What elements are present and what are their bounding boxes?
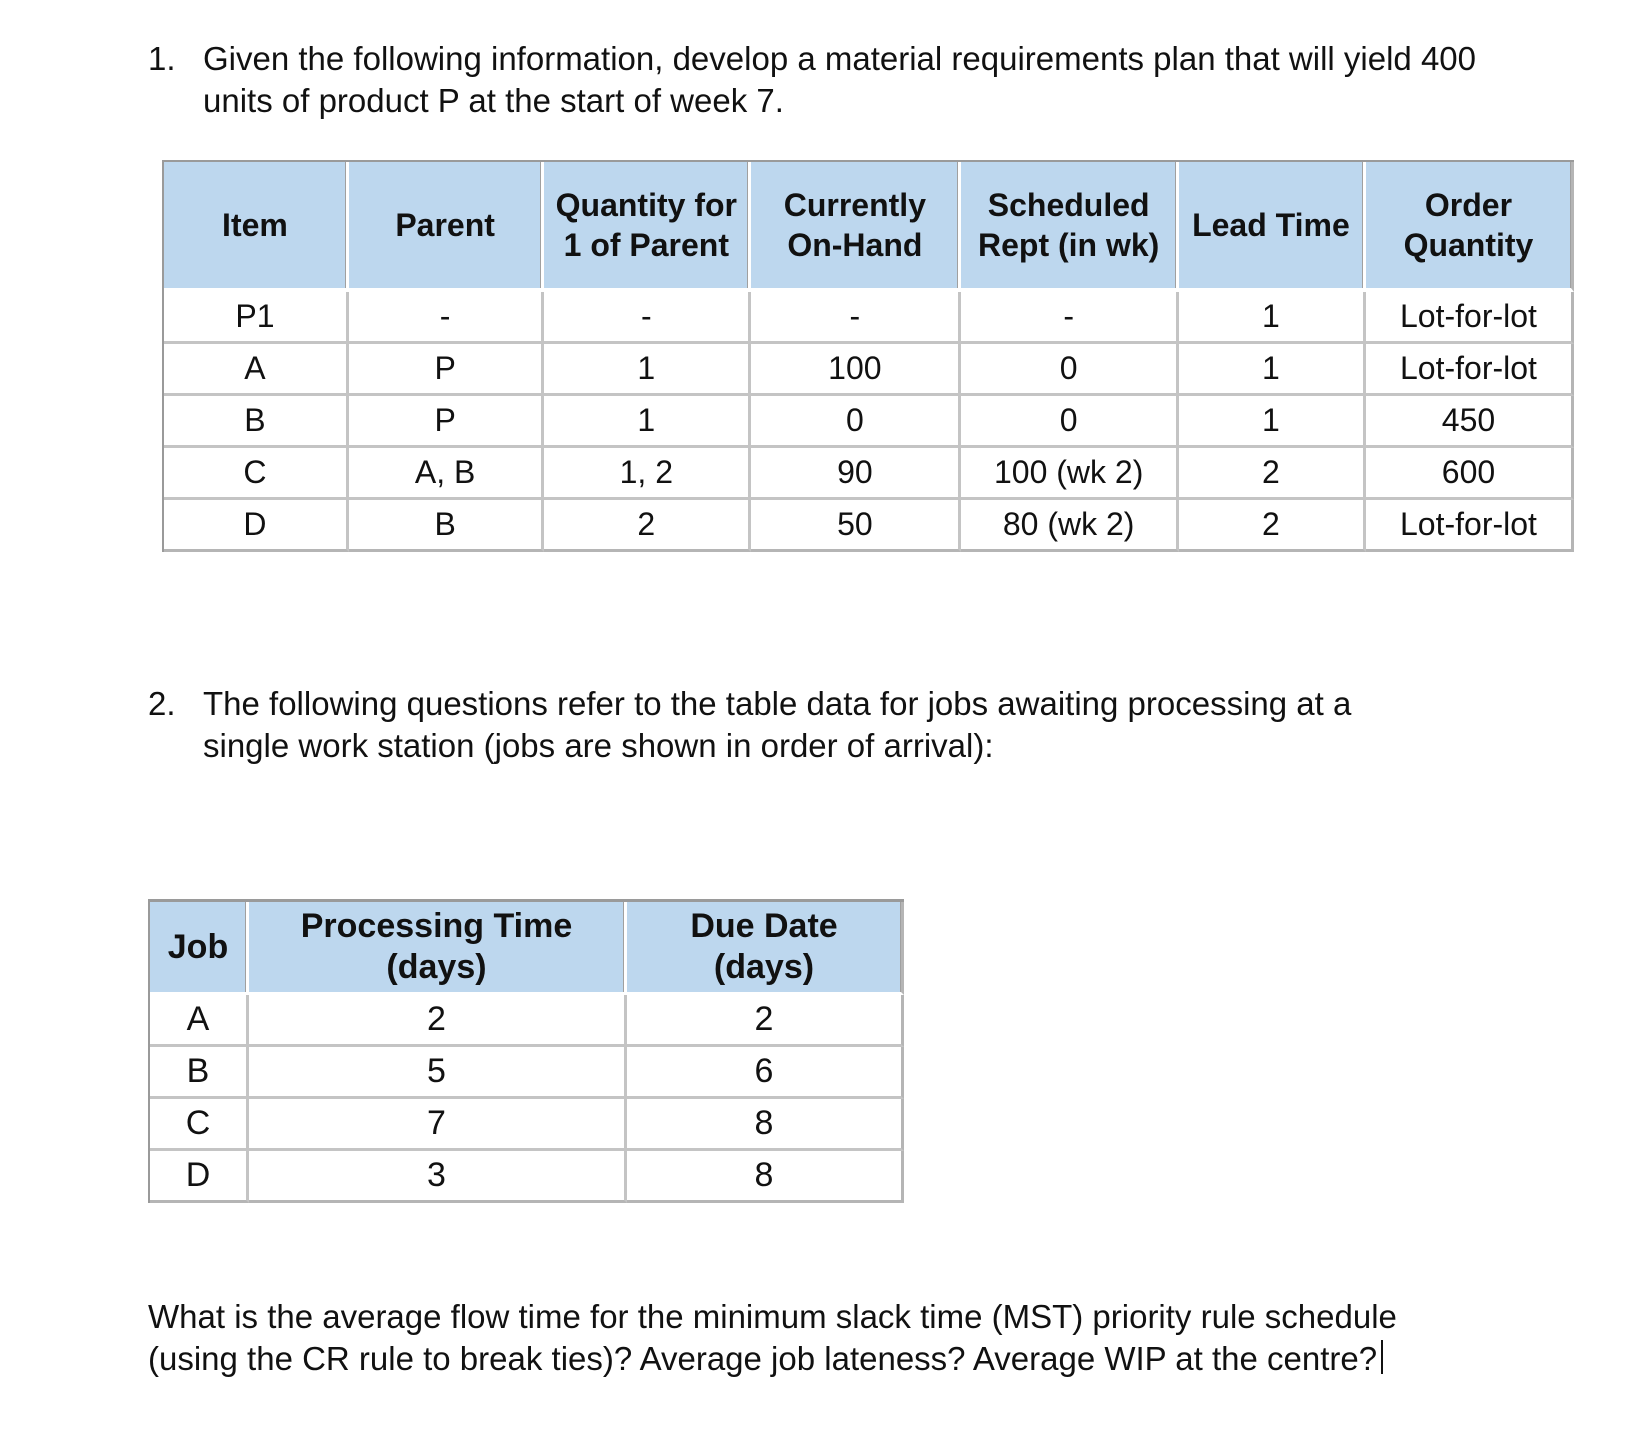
table-cell: - [349, 292, 544, 344]
table-cell: 8 [627, 1151, 904, 1203]
question-1-line-1: Given the following information, develop a material requirements plan that will yield 400 [203, 40, 1477, 77]
table-cell: B [349, 500, 544, 552]
table-cell: Lot-for-lot [1366, 500, 1574, 552]
mrp-header-row [164, 162, 1574, 292]
table-cell: P [349, 344, 544, 396]
jobs-table [148, 899, 904, 1203]
table-cell: D [164, 500, 349, 552]
table-cell: 450 [1366, 396, 1574, 448]
table-cell: 1 [1179, 344, 1366, 396]
table-row [164, 500, 1574, 552]
table-cell: 2 [1179, 448, 1366, 500]
question-3-text [148, 1296, 1397, 1380]
mrp-header-scheduled: Scheduled Rept (in wk) [961, 162, 1178, 292]
table-cell: 3 [249, 1151, 627, 1203]
table-cell: 6 [627, 1047, 904, 1099]
jobs-header-processing-time: Processing Time (days) [249, 902, 627, 995]
mrp-header-quantity: Quantity for 1 of Parent [544, 162, 751, 292]
jobs-header-job: Job [150, 902, 249, 995]
table-row [164, 396, 1574, 448]
table-cell: Lot-for-lot [1366, 292, 1574, 344]
question-2-line-1: The following questions refer to the table data for jobs awaiting processing at a [203, 685, 1352, 722]
table-cell: B [164, 396, 349, 448]
table-cell: 0 [751, 396, 961, 448]
table-cell: A, B [349, 448, 544, 500]
mrp-header-lead-time: Lead Time [1179, 162, 1366, 292]
mrp-header-on-hand: Currently On-Hand [751, 162, 961, 292]
table-cell: - [961, 292, 1178, 344]
table-cell: C [164, 448, 349, 500]
question-2-text [203, 683, 1351, 767]
table-cell: 2 [627, 995, 904, 1047]
table-row [164, 292, 1574, 344]
question-2-number: 2. [148, 685, 176, 722]
jobs-header-due-date: Due Date (days) [627, 902, 904, 995]
table-row [150, 995, 904, 1047]
table-cell: 600 [1366, 448, 1574, 500]
table-row [164, 344, 1574, 396]
mrp-table [162, 160, 1574, 552]
table-cell: D [150, 1151, 249, 1203]
table-cell: 1, 2 [544, 448, 751, 500]
table-cell: 50 [751, 500, 961, 552]
question-1-line-2: units of product P at the start of week 7. [203, 82, 784, 119]
table-cell: 2 [249, 995, 627, 1047]
table-cell: 1 [1179, 292, 1366, 344]
mrp-header-item: Item [164, 162, 349, 292]
question-2-line-2: single work station (jobs are shown in order of arrival): [203, 727, 994, 764]
table-cell: Lot-for-lot [1366, 344, 1574, 396]
table-cell: 0 [961, 396, 1178, 448]
table-cell: 1 [544, 396, 751, 448]
table-cell: 1 [1179, 396, 1366, 448]
table-cell: 1 [544, 344, 751, 396]
jobs-header-row [150, 902, 904, 995]
table-cell: 100 [751, 344, 961, 396]
table-cell: 0 [961, 344, 1178, 396]
mrp-header-parent: Parent [349, 162, 544, 292]
question-1-number: 1. [148, 40, 176, 77]
table-cell: 2 [1179, 500, 1366, 552]
table-row [164, 448, 1574, 500]
table-cell: A [150, 995, 249, 1047]
table-cell: A [164, 344, 349, 396]
table-cell: 5 [249, 1047, 627, 1099]
table-cell: 90 [751, 448, 961, 500]
table-row [150, 1047, 904, 1099]
table-cell: 7 [249, 1099, 627, 1151]
table-cell: P1 [164, 292, 349, 344]
table-cell: - [751, 292, 961, 344]
table-cell: 8 [627, 1099, 904, 1151]
question-3-line-2: (using the CR rule to break ties)? Average job lateness? Average WIP at the centre? [148, 1338, 1397, 1380]
mrp-header-order-quantity: Order Quantity [1366, 162, 1574, 292]
question-1-text [203, 38, 1476, 122]
table-cell: P [349, 396, 544, 448]
table-cell: 80 (wk 2) [961, 500, 1178, 552]
table-row [150, 1099, 904, 1151]
table-cell: B [150, 1047, 249, 1099]
text-cursor [1381, 1340, 1383, 1374]
table-cell: - [544, 292, 751, 344]
table-row [150, 1151, 904, 1203]
table-cell: 100 (wk 2) [961, 448, 1178, 500]
table-cell: C [150, 1099, 249, 1151]
question-3-line-1: What is the average flow time for the minimum slack time (MST) priority rule schedule [148, 1298, 1397, 1335]
table-cell: 2 [544, 500, 751, 552]
